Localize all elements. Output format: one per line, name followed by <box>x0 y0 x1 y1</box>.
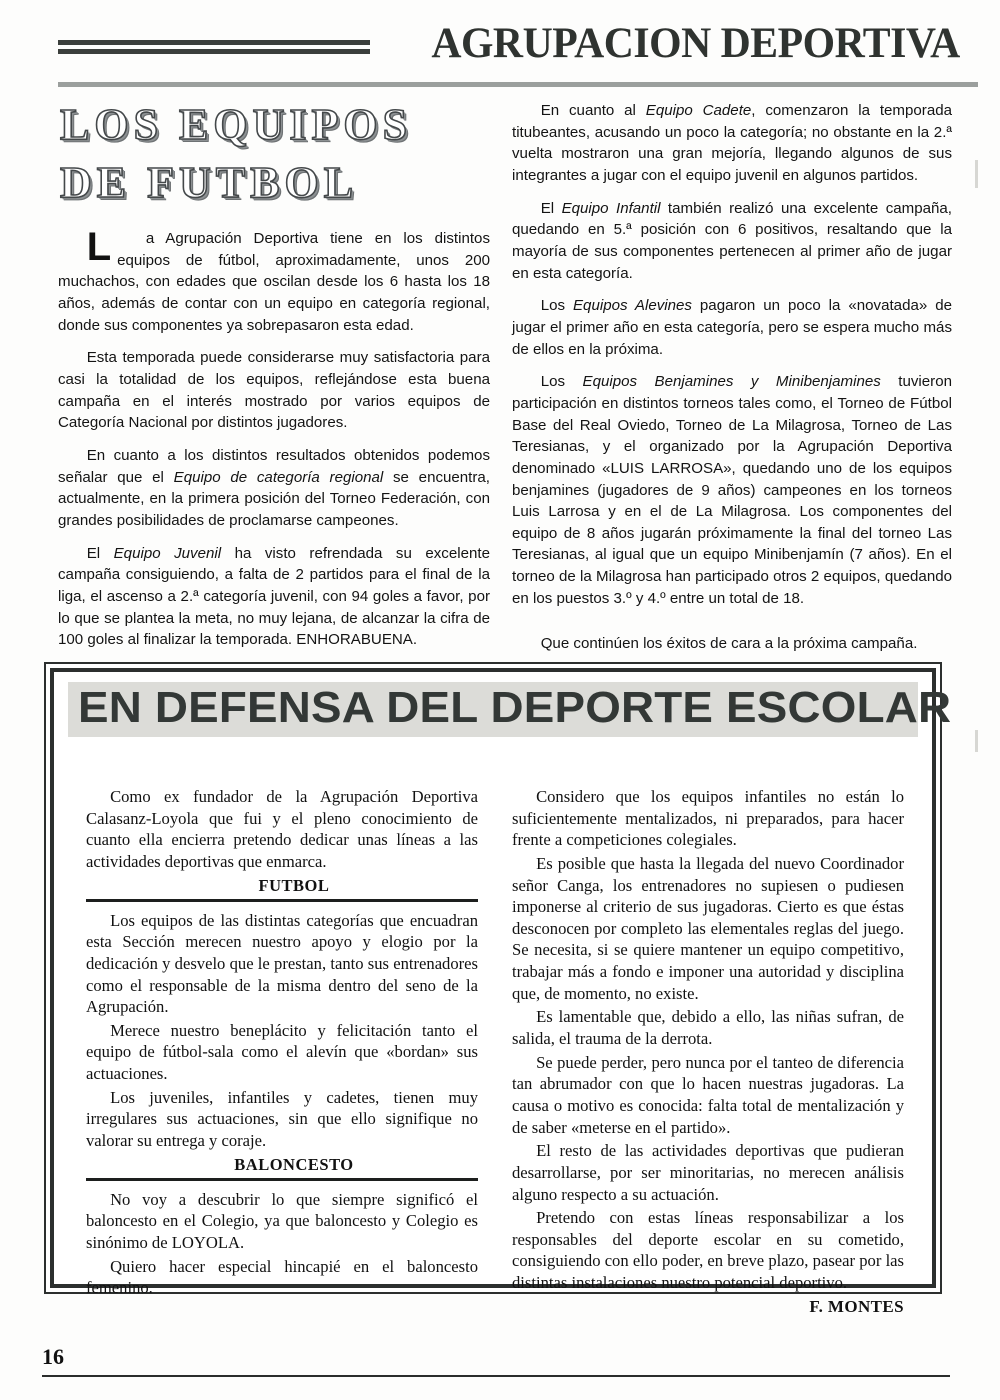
article-headline <box>60 96 500 212</box>
masthead-decorative-bars <box>58 40 370 58</box>
paragraph <box>512 100 952 187</box>
paragraph <box>86 1020 478 1085</box>
paragraph-text: Los Equipos Alevines pagaron un poco la «novatada» de jugar el primer año en esta categoría, pero se espera mucho más de ellos en la próxima. <box>512 297 952 358</box>
feature-right-column <box>512 786 904 1316</box>
paragraph-text: Pretendo con estas líneas responsabilizar a los responsables del deporte escolar en su cometido, consiguiendo con ello poder, en breve plazo, pasear por las distintas instalaciones nuestro potencial deportivo. <box>512 1208 904 1293</box>
footer-rule <box>42 1375 950 1377</box>
paragraph-text: El Equipo Infantil también realizó una excelente campaña, quedando en 5.ª posición con 6 positivos, resaltando que la mayoría de sus componentes pertenecen al primer año de jugar en esta categoría. <box>512 199 952 282</box>
paragraph-text: Esta temporada puede considerarse muy satisfactoria para casi la totalidad de los equipos, reflejándose esta buena campaña en el interés mostrado por varios equipos de Categoría Nacional por distintos jugadores. <box>58 349 490 432</box>
paragraph <box>86 1087 478 1152</box>
paragraph-text: Es lamentable que, debido a ello, las niñas sufran, de salida, el trauma de la derrota. <box>512 1007 904 1049</box>
subheading-futbol: FUTBOL <box>258 875 330 895</box>
feature-banner <box>68 682 952 737</box>
page-number: 16 <box>42 1344 64 1369</box>
author-signature: F. MONTES <box>809 1296 904 1316</box>
paragraph-text: El resto de las actividades deportivas que pudieran desarrollarse, por ser minoritarias, no merecen análisis alguno respecto a su actuación. <box>512 1141 904 1204</box>
paragraph <box>86 1256 478 1299</box>
scan-artifact <box>975 160 978 188</box>
paragraph-text: Los equipos de las distintas categorías que encuadran esta Sección merecen nuestro apoyo y elogio por la dedicación y desvelo que le prestan, tanto sus entrenadores como el responsable de la misma dentro del seno de la Agrupación. <box>86 910 478 1017</box>
paragraph-text: Los juveniles, infantiles y cadetes, tienen muy irregulares sus actuaciones, sin que ello signifique no valorar su entrega y coraje. <box>86 1087 478 1150</box>
paragraph <box>86 910 478 1018</box>
paragraph-text: Es posible que hasta la llegada del nuevo Coordinador señor Canga, los entrenadores no supiesen o pudiesen imponerse al criterio de sus jugadoras. Cierto es que éstas desconocen por completo las elementales reglas del juego. Se necesita, si se quiere mantener un equipo competitivo, trabajar más a fondo e imponer una autoridad y disciplina que, de momento, no existe. <box>512 853 904 1003</box>
subheading-rule <box>86 1178 478 1181</box>
headline-line-1: LOS EQUIPOS <box>60 100 413 149</box>
paragraph <box>512 1052 904 1139</box>
article-right-column <box>512 100 952 655</box>
paragraph <box>512 198 952 285</box>
headline-line-2: DE FUTBOL <box>60 158 359 208</box>
masthead-rule <box>58 82 978 87</box>
paragraph <box>512 371 952 609</box>
masthead-bar-bottom <box>58 49 370 54</box>
paragraph <box>512 786 904 851</box>
feature-columns <box>86 786 904 1316</box>
paragraph <box>512 853 904 1004</box>
paragraph-text: Los Equipos Benjamines y Minibenjamines tuvieron participación en distintos torneos tales como, el Torneo de Fútbol Base del Real Oviedo, Torneo de La Milagrosa, Torneo de Las Teresianas, y el organizado por la Agrupación Deportiva denominado «LUIS LARROSA», quedando uno de los equipos benjamines (jugadores de 9 años) campeones en los torneos Luis Larrosa y en el de La Milagrosa. Los componentes del equipo de 8 años jugarán próximamente la final del torneo Las Teresianas, al igual que un equipo Minibenjamín (7 años). En el torneo de la Milagrosa han participado otros 2 equipos, quedando en los puestos 3.º y 4.º entre un total de 18. <box>512 373 952 607</box>
paragraph-text: a Agrupación Deportiva tiene en los distintos equipos de fútbol, aproximadamente, unos 200 muchachos, con edades que oscilan desde los 6 hasta los 18 años, además de contar con un equipo en categoría regional, donde sus componentes ya sobrepasaron esta edad. <box>58 230 490 334</box>
article-left-column <box>58 225 490 651</box>
masthead-bar-top <box>58 40 370 45</box>
paragraph <box>58 543 490 651</box>
paragraph-text: El Equipo Juvenil ha visto refrendada su excelente campaña consiguiendo, a falta de 2 partidos para el final de la liga, el ascenso a 2.ª categoría juvenil, con 94 goles a favor, por lo que se plantea la meta, no muy lejana, de alcanzar la cifra de 100 goles al finalizar la temporada. ENHORABUENA. <box>58 544 490 649</box>
paragraph-text: Se puede perder, pero nunca por el tanteo de diferencia tan abrumador con que lo hacen nuestras jugadoras. La causa o motivo es conocida: falta total de mentalización y de saber «meterse en el partido». <box>512 1052 904 1137</box>
paragraph-text: En cuanto a los distintos resultados obtenidos podemos señalar que el Equipo de categoría regional se encuentra, actualmente, en la primera posición del Torneo Federación, con grandes posibilidades de proclamarse campeones. <box>58 446 490 529</box>
masthead <box>58 20 960 88</box>
paragraph <box>512 1207 904 1294</box>
feature-left-column <box>86 786 478 1298</box>
paragraph <box>58 445 490 532</box>
masthead-title: AGRUPACION DEPORTIVA <box>431 20 960 67</box>
paragraph-text: Como ex fundador de la Agrupación Deportiva Calasanz-Loyola que fui y el pleno conocimiento de cuanto ella encierra pretendo dedicar unas líneas a las actividades deportivas que enmarca. <box>86 787 478 871</box>
feature-content <box>66 678 952 1316</box>
paragraph <box>512 1006 904 1049</box>
paragraph-text: Quiero hacer especial hincapié en el baloncesto femenino. <box>86 1256 478 1298</box>
drop-cap: L <box>86 225 112 269</box>
paragraph <box>512 295 952 360</box>
feature-banner-title: EN DEFENSA DEL DEPORTE ESCOLAR <box>78 683 952 732</box>
paragraph <box>86 1189 478 1254</box>
paragraph <box>512 1140 904 1205</box>
paragraph-text: Que continúen los éxitos de cara a la próxima campaña. <box>540 635 918 653</box>
paragraph-text: No voy a descubrir lo que siempre significó el baloncesto en el Colegio, ya que baloncesto y Colegio es sinónimo de LOYOLA. <box>86 1189 478 1252</box>
feature-box <box>44 662 952 1316</box>
paragraph-text: En cuanto al Equipo Cadete, comenzaron la temporada titubeantes, acusando un poco la categoría; no obstante en la 2.ª vuelta mostraron una gran mejoría, llegando algunos de sus integrantes a jugar con el equipo juvenil en algunos partidos. <box>512 102 953 184</box>
paragraph-text: Merece nuestro beneplácito y felicitación tanto el equipo de fútbol-sala como el alevín que «bordan» sus actuaciones. <box>86 1020 478 1084</box>
subheading-rule <box>86 899 478 902</box>
scan-artifact <box>975 730 978 752</box>
paragraph-text: Considero que los equipos infantiles no están lo suficientemente mentalizados, ni preparados, para hacer frente a competiciones colegiales. <box>512 787 904 850</box>
paragraph <box>58 225 490 336</box>
paragraph <box>58 347 490 434</box>
subheading-baloncesto: BALONCESTO <box>234 1154 354 1174</box>
paragraph <box>86 786 478 873</box>
paragraph-closing <box>512 633 952 655</box>
